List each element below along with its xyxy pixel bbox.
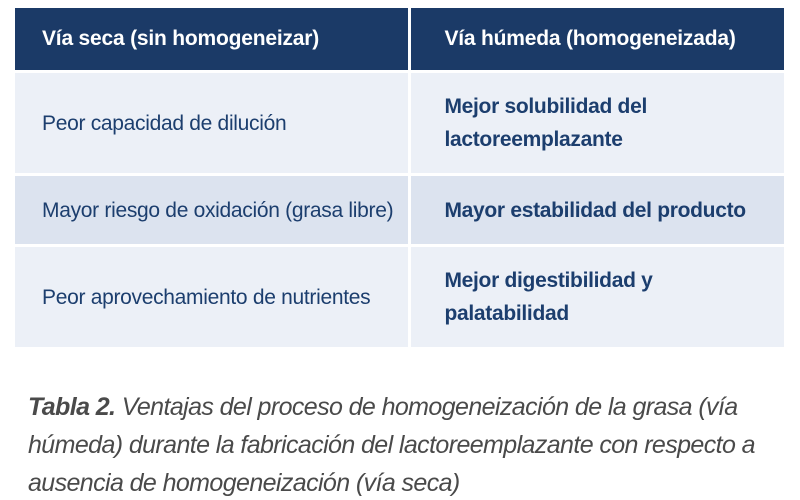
caption-text: Ventajas del proceso de homogeneización de la grasa (vía húmeda) durante la fabricación del lactoreemplazante con respecto a ausencia de homogeneización (vía seca) <box>28 393 755 497</box>
dry-cell: Mayor riesgo de oxidación (grasa libre) <box>15 176 408 244</box>
wet-cell: Mejor digestibilidad y palatabilidad <box>411 247 784 347</box>
comparison-table <box>15 8 784 347</box>
table-caption <box>28 388 768 500</box>
table-row <box>15 247 784 347</box>
wet-cell: Mayor estabilidad del producto <box>411 176 784 244</box>
caption-label: Tabla 2. <box>28 393 116 421</box>
table-row <box>15 176 784 244</box>
dry-cell: Peor capacidad de dilución <box>15 73 408 173</box>
table-header-row <box>15 8 784 70</box>
header-wet-method: Vía húmeda (homogeneizada) <box>411 8 784 70</box>
dry-cell: Peor aprovechamiento de nutrientes <box>15 247 408 347</box>
header-dry-method: Vía seca (sin homogeneizar) <box>15 8 408 70</box>
wet-cell: Mejor solubilidad del lactoreemplazante <box>411 73 784 173</box>
table-row <box>15 73 784 173</box>
